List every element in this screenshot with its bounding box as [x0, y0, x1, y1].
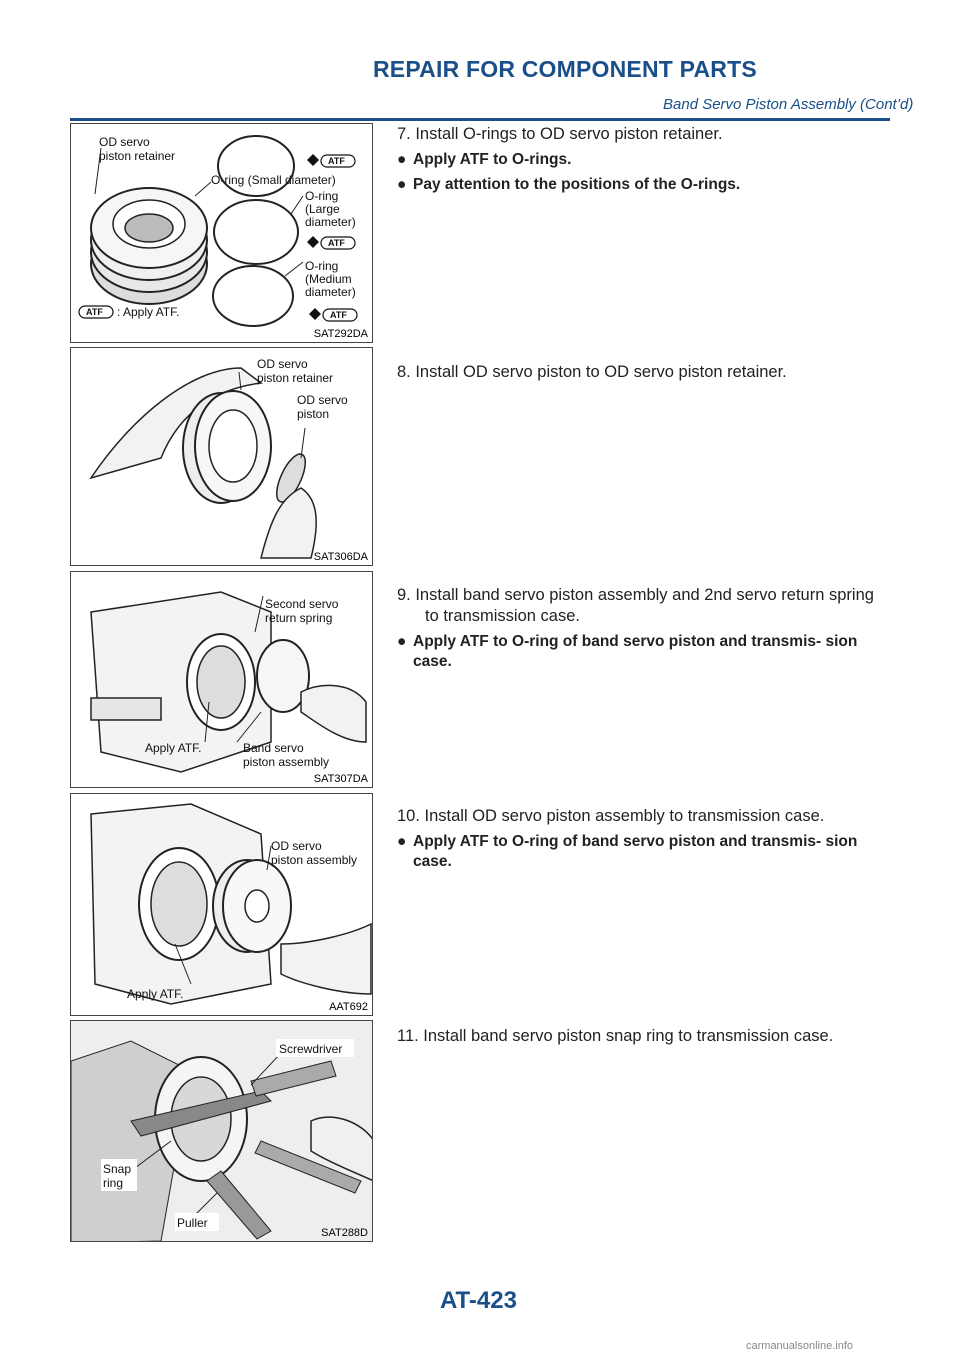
figure-code: SAT307DA [313, 773, 368, 785]
figure-snap-ring [70, 1020, 373, 1242]
step-10 [397, 806, 887, 872]
bullet-icon: ● [397, 633, 407, 650]
atf-legend-icon [79, 306, 113, 318]
page-subtitle: Band Servo Piston Assembly (Cont’d) [663, 96, 914, 113]
figure-orings [70, 123, 373, 343]
fig2-label-retainer1: OD servo [257, 357, 308, 371]
fig1-label-medium2: (Medium [305, 272, 352, 286]
orings-illustration [71, 124, 373, 343]
step-text: 11. Install band servo piston snap ring to transmission case. [397, 1027, 834, 1045]
step-11 [397, 1026, 887, 1047]
figure-band-servo [70, 571, 373, 788]
fig4-label-apply: Apply ATF. [127, 987, 184, 1001]
step-bullet [397, 832, 887, 872]
atf-badge-icon [307, 154, 355, 167]
bullet-icon: ● [397, 176, 407, 193]
step-text: 8. Install OD servo piston to OD servo piston retainer. [397, 363, 787, 381]
fig1-label-retainer: OD servo [99, 135, 150, 149]
fig4-label-od1: OD servo [271, 839, 322, 853]
fig2-label-piston1: OD servo [297, 393, 348, 407]
figure-od-servo-piston [70, 347, 373, 566]
bullet-icon: ● [397, 833, 407, 850]
figure-od-servo-assembly [70, 793, 373, 1016]
figure-code: SAT306DA [313, 551, 368, 563]
bullet-icon: ● [397, 151, 407, 168]
atf-badge-icon [309, 308, 357, 321]
figure-code: SAT288D [321, 1227, 368, 1239]
step-bullet [397, 175, 887, 195]
step-text: 7. Install O-rings to OD servo piston retainer. [397, 125, 723, 143]
fig1-label-large3: diameter) [305, 215, 356, 229]
fig3-label-spring2: return spring [265, 611, 333, 625]
fig3-label-band1: Band servo [243, 741, 304, 755]
fig3-label-band2: piston assembly [243, 755, 330, 769]
step-text: 9. Install band servo piston assembly and 2nd servo return spring to transmission case. [397, 586, 874, 625]
bullet-text: Pay attention to the positions of the O-rings. [413, 176, 741, 193]
fig5-label-snap2: ring [103, 1176, 124, 1190]
step-8 [397, 362, 887, 383]
snap-ring-illustration [71, 1021, 373, 1242]
step-bullet [397, 150, 887, 170]
fig1-label-large2: (Large [305, 202, 340, 216]
fig2-label-retainer2: piston retainer [257, 371, 334, 385]
bullet-text: Apply ATF to O-ring of band servo piston and transmis- sion case. [413, 633, 858, 670]
svg-text:ATF: ATF [328, 156, 345, 166]
fig1-legend: : Apply ATF. [117, 305, 180, 319]
fig1-label-medium1: O-ring [305, 259, 339, 273]
figure-code: SAT292DA [313, 328, 368, 340]
step-7 [397, 124, 887, 195]
step-9 [397, 585, 887, 672]
page-title: REPAIR FOR COMPONENT PARTS [373, 56, 757, 82]
fig3-label-spring1: Second servo [265, 597, 339, 611]
atf-badge-icon [307, 236, 355, 249]
figure-code: AAT692 [329, 1001, 368, 1013]
fig3-label-apply: Apply ATF. [145, 741, 202, 755]
fig2-label-piston2: piston [297, 407, 330, 421]
fig1-label-medium3: diameter) [305, 285, 356, 299]
site-watermark: carmanualsonline.info [746, 1340, 854, 1352]
od-piston-illustration [71, 348, 373, 566]
page-number: AT-423 [440, 1287, 517, 1314]
svg-text:ATF: ATF [328, 238, 345, 248]
fig5-label-screwdriver: Screwdriver [279, 1042, 343, 1056]
fig4-label-od2: piston assembly [271, 853, 358, 867]
band-servo-illustration [71, 572, 373, 788]
fig5-label-snap1: Snap [103, 1162, 132, 1176]
od-assembly-illustration [71, 794, 373, 1016]
fig1-label-retainer2: piston retainer [99, 149, 176, 163]
step-bullet [397, 632, 887, 672]
svg-text:ATF: ATF [86, 307, 103, 317]
bullet-text: Apply ATF to O-rings. [413, 151, 572, 168]
fig1-label-small: O-ring (Small diameter) [211, 173, 336, 187]
header-rule [70, 118, 890, 121]
fig5-label-puller: Puller [177, 1216, 208, 1230]
fig1-label-large1: O-ring [305, 189, 339, 203]
svg-text:ATF: ATF [330, 310, 347, 320]
bullet-text: Apply ATF to O-ring of band servo piston and transmis- sion case. [413, 833, 858, 870]
step-text: 10. Install OD servo piston assembly to transmission case. [397, 807, 825, 825]
